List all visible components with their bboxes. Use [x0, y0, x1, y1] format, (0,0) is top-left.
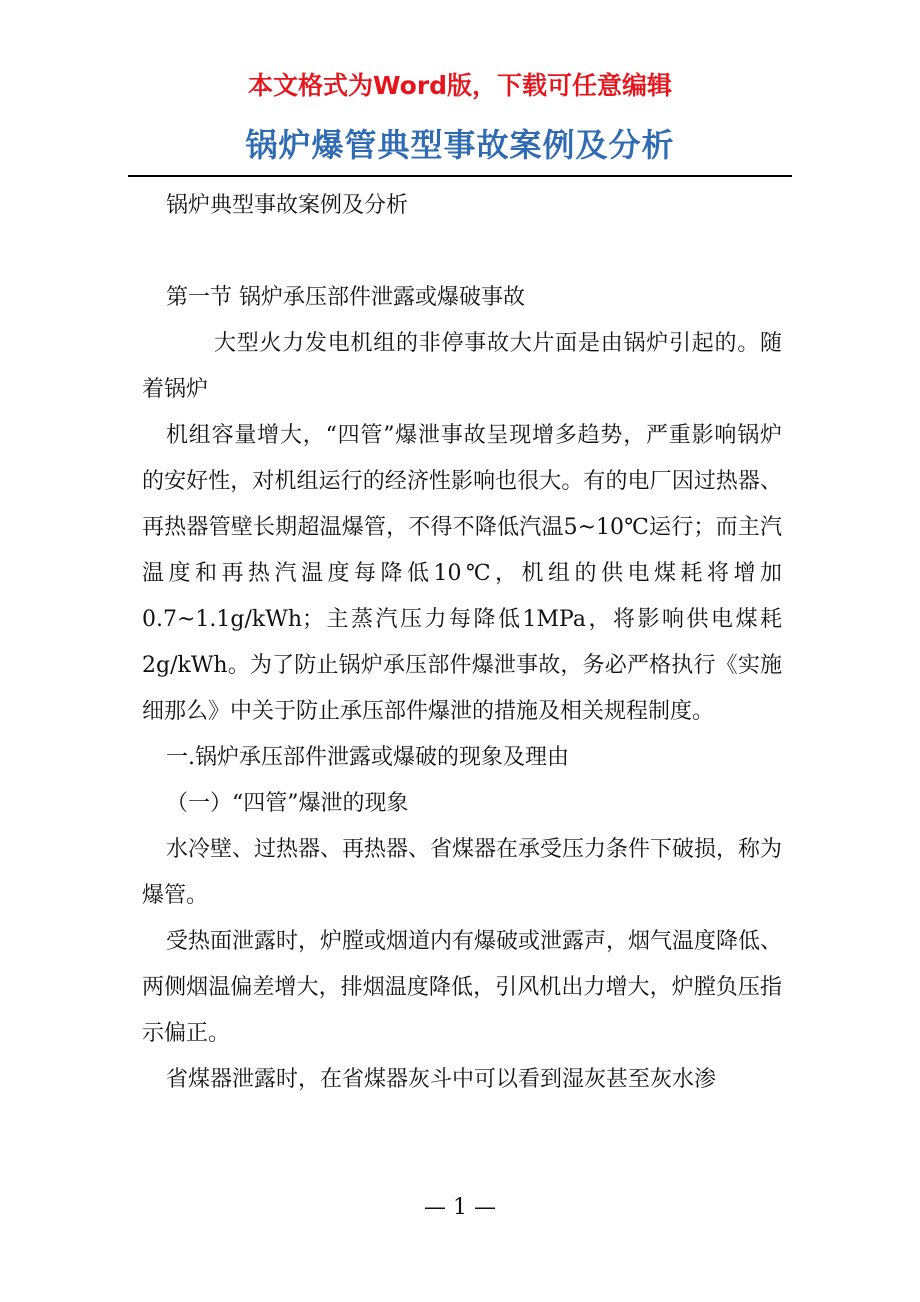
section-heading: 第一节 锅炉承压部件泄露或爆破事故: [166, 285, 525, 310]
subheading: （一）“四管”爆泄的现象: [166, 791, 409, 816]
page-number: — 1 —: [424, 1195, 496, 1220]
paragraph: 受热面泄露时，炉膛或烟道内有爆破或泄露声，烟气温度降低、两侧烟温偏差增大，排烟温度降低，引风机出力增大，炉膛负压指示偏正。: [142, 929, 783, 1046]
document-body: [142, 183, 782, 1103]
paragraph: 机组容量增大，“四管”爆泄事故呈现增多趋势，严重影响锅炉的安好性，对机组运行的经济性影响也很大。有的电厂因过热器、再热器管壁长期超温爆管，不得不降低汽温5~10℃运行；而主汽温度和再热汽温度每降低10℃，机组的供电煤耗将增加 0.7~1.1g/kWh；主蒸汽压力每降低1MPa，将影响供电煤耗2g/kWh。为了防止锅炉承压部件爆泄事故，务必严格执行《实施细那么》中关于防止承压部件爆泄的措施及相关规程制度。: [142, 423, 782, 724]
paragraph: 省煤器泄露时，在省煤器灰斗中可以看到湿灰甚至灰水渗: [166, 1067, 717, 1092]
subheading: 一.锅炉承压部件泄露或爆破的现象及理由: [166, 745, 569, 770]
paragraph: 大型火力发电机组的非停事故大片面是由锅炉引起的。随着锅炉: [142, 331, 782, 402]
format-notice-banner: 本文格式为Word版，下载可任意编辑: [247, 71, 673, 100]
document-subtitle: 锅炉典型事故案例及分析: [166, 193, 409, 218]
title-divider: [128, 175, 792, 177]
blank-line: [142, 229, 782, 275]
paragraph: 水冷壁、过热器、再热器、省煤器在承受压力条件下破损，称为爆管。: [142, 837, 783, 908]
page-title: 锅炉爆管典型事故案例及分析: [245, 126, 675, 164]
